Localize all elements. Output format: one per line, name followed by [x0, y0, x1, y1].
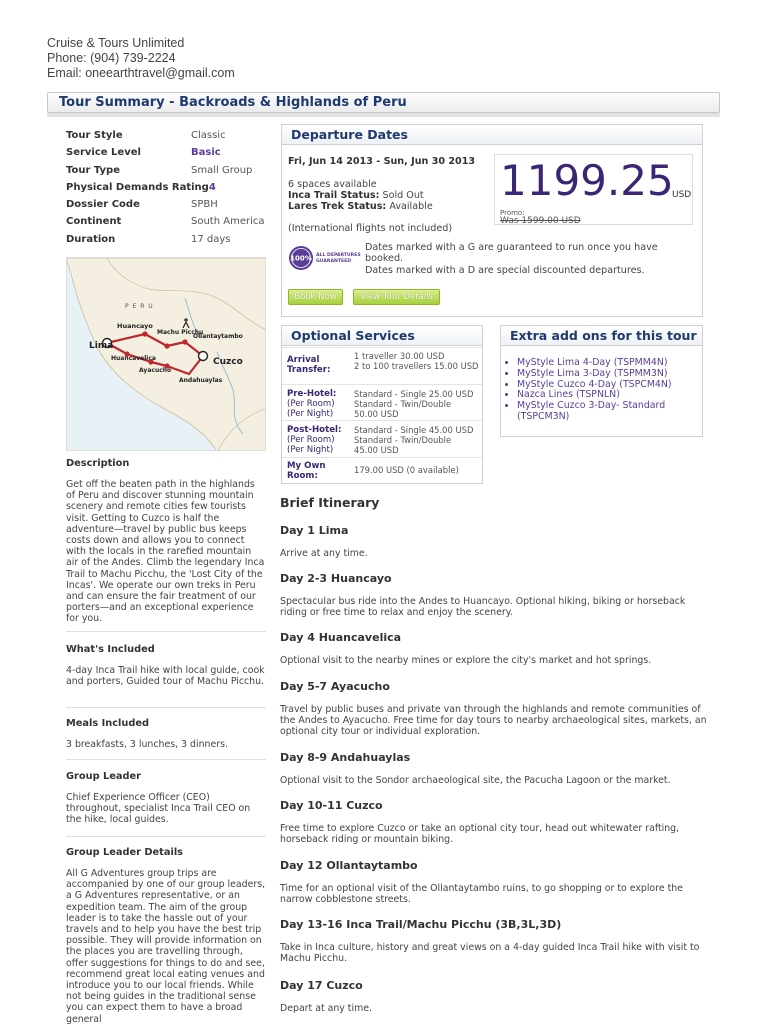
d-note: Dates marked with a D are special discounted departures.: [365, 264, 645, 276]
route-map: [66, 257, 266, 451]
day-title: Day 10-11 Cuzco: [280, 799, 383, 812]
map-label-ayacucho: Ayacucho: [139, 367, 172, 374]
day-title: Day 17 Cuzco: [280, 979, 363, 992]
section-divider: [66, 631, 266, 632]
badge-text-line1: ALL DEPARTURES: [316, 253, 361, 258]
fact-label: Tour Type: [66, 164, 120, 176]
day-text: Spectacular bus ride into the Andes to Huancayo. Optional hiking, biking or horseback riding or free time to relax and enjoy the scenery.: [280, 596, 686, 619]
add-on-item[interactable]: • MyStyle Cuzco 3-Day- Standard (TSPCM3N): [517, 401, 697, 423]
map-label-andahuaylas: Andahuaylas: [179, 377, 223, 384]
section-text: All G Adventures group trips are accompanied by one of our group leaders, a G Adventures representative, or an expedition team. The aim of the group leader is to take the hassle out of your travels and to help you have the best trip possible. They will provide information on the places you are travelling through, offer suggestions for things to do and see, recommend great local eating venues and introduce you to our local friends. While not being guides in the traditional sense you can expect them to have a broad general: [66, 868, 266, 1024]
option-pre-hotel: [282, 384, 482, 420]
itinerary-day: [280, 631, 710, 666]
option-prices: Standard - Single 25.00 USD Standard - Twin/Double 50.00 USD: [354, 389, 474, 419]
add-on-list: [517, 358, 697, 423]
option-prices: 179.00 USD (0 available): [354, 465, 459, 475]
itinerary-day: [280, 751, 710, 786]
optional-services-box: [281, 325, 483, 484]
option-name: Pre-Hotel: (Per Room) (Per Night): [287, 389, 337, 419]
day-title: Day 12 Ollantaytambo: [280, 859, 418, 872]
option-name: Post-Hotel: (Per Room) (Per Night): [287, 425, 342, 455]
badge-text-line2: GUARANTEED: [316, 259, 352, 264]
map-point-ollantaytambo: [182, 339, 187, 344]
section-text: 3 breakfasts, 3 lunches, 3 dinners.: [66, 739, 228, 750]
price-currency: USD: [672, 190, 692, 200]
fact-physical-demands: [66, 182, 266, 199]
fact-duration: [66, 234, 266, 251]
fact-value: Small Group: [191, 164, 253, 176]
section-group-leader-details: [66, 847, 266, 1024]
g-note: Dates marked with a G are guaranteed to run once you have booked.: [365, 242, 658, 265]
section-title: Group Leader: [66, 771, 141, 782]
section-title: Description: [66, 458, 130, 469]
map-end-star-cuzco: [199, 352, 208, 361]
day-title: Day 1 Lima: [280, 524, 349, 537]
section-divider: [66, 759, 266, 760]
tour-price: 1199.25: [500, 156, 674, 205]
day-text: Optional visit to the nearby mines or explore the city's market and hot springs.: [280, 655, 652, 666]
view-tour-details-button[interactable]: View Tour Details: [353, 289, 440, 305]
add-on-item[interactable]: • MyStyle Cuzco 4-Day (TSPCM4N): [517, 380, 697, 391]
option-name: Arrival Transfer:: [287, 355, 331, 375]
agency-email: Email: oneearthtravel@gmail.com: [47, 66, 235, 80]
extra-add-ons-header: [501, 326, 702, 346]
spaces-available: 6 spaces available: [288, 179, 377, 190]
map-label-cuzco: Cuzco: [213, 357, 243, 367]
option-arrival-transfer: [282, 347, 482, 384]
departure-dates-title: Departure Dates: [291, 127, 408, 142]
fact-tour-style: [66, 130, 266, 147]
section-title: What's Included: [66, 644, 155, 655]
section-meals-included: [66, 718, 266, 750]
international-flights-note: (International flights not included): [288, 223, 453, 234]
page-title: Tour Summary - Backroads & Highlands of Peru: [59, 95, 407, 110]
option-prices: Standard - Single 45.00 USD Standard - Twin/Double 45.00 USD: [354, 425, 474, 455]
badge-percent: 100%: [290, 254, 312, 263]
day-text: Arrive at any time.: [280, 548, 368, 559]
fact-value: Basic: [191, 147, 221, 159]
fact-service-level: [66, 147, 266, 164]
itinerary-day: [280, 524, 710, 559]
day-text: Depart at any time.: [280, 1003, 372, 1014]
itinerary-day: [280, 859, 710, 905]
route-map-graphic: [67, 258, 266, 451]
book-now-button[interactable]: Book Now: [288, 289, 343, 305]
itinerary-day: [280, 572, 710, 618]
itinerary-day: [280, 918, 710, 964]
day-title: Day 8-9 Andahuaylas: [280, 751, 411, 764]
fact-continent: [66, 216, 266, 233]
departure-dates-header: [282, 125, 702, 145]
agency-header: [47, 36, 235, 81]
map-country-label: P E R U: [125, 303, 154, 310]
fact-value: SPBH: [191, 199, 218, 211]
optional-services-header: [282, 326, 482, 346]
guaranteed-departures-badge-icon: [288, 243, 362, 273]
section-text: 4-day Inca Trail hike with local guide, cook and porters, Guided tour of Machu Picchu.: [66, 665, 265, 688]
day-title: Day 13-16 Inca Trail/Machu Picchu (3B,3L,3D): [280, 918, 562, 931]
optional-services-title: Optional Services: [291, 328, 415, 343]
map-label-machu-picchu: Machu Picchu: [157, 329, 204, 336]
day-text: Free time to explore Cuzco or take an optional city tour, head out whitewater rafting, horseback riding or mountain biking.: [280, 823, 680, 846]
day-title: Day 4 Huancavelica: [280, 631, 402, 644]
day-text: Optional visit to the Sondor archaeological site, the Pacucha Lagoon or the market.: [280, 775, 671, 786]
fact-value: Classic: [191, 130, 226, 141]
tour-summary-header: [47, 92, 720, 113]
fact-value: 17 days: [191, 233, 231, 245]
itinerary-day: [280, 680, 710, 738]
option-post-hotel: [282, 420, 482, 457]
option-prices: 1 traveller 30.00 USD 2 to 100 travellers 15.00 USD: [354, 351, 479, 371]
add-on-item[interactable]: • MyStyle Lima 3-Day (TSPMM3N): [517, 369, 697, 380]
lares-trek-status: Lares Trek Status: Available: [288, 201, 433, 212]
agency-phone: Phone: (904) 739-2224: [47, 51, 176, 65]
map-label-ollantaytambo: Ollantaytambo: [193, 333, 243, 340]
itinerary-day: [280, 979, 710, 1014]
fact-dossier-code: [66, 199, 266, 216]
map-label-lima: Lima: [89, 341, 114, 351]
fact-label: Duration: [66, 233, 116, 245]
section-divider: [66, 707, 266, 708]
day-text: Time for an optional visit of the Ollantaytambo ruins, to go shopping or to explore the narrow cobblestone streets.: [280, 883, 683, 906]
day-title: Day 5-7 Ayacucho: [280, 680, 390, 693]
fact-label: Service Level: [66, 147, 141, 159]
day-title: Day 2-3 Huancayo: [280, 572, 392, 585]
fact-label: Continent: [66, 216, 122, 228]
fact-label: Physical Demands Rating4: [66, 181, 216, 193]
itinerary-day: [280, 799, 710, 845]
promo-label: Promo:: [500, 209, 525, 217]
extra-add-ons-box: [500, 325, 703, 437]
map-label-huancavelica: Huancavelica: [111, 355, 156, 362]
map-point-machu-picchu: [164, 343, 169, 348]
map-point-huancayo: [142, 331, 147, 336]
section-divider: [66, 836, 266, 837]
section-whats-included: [66, 644, 266, 687]
fact-tour-type: [66, 165, 266, 182]
inca-trail-status: Inca Trail Status: Sold Out: [288, 190, 424, 201]
departure-date-range: Fri, Jun 14 2013 - Sun, Jun 30 2013: [288, 156, 476, 167]
departure-dates-box: [281, 124, 703, 317]
agency-name: Cruise & Tours Unlimited: [47, 36, 185, 50]
fact-value: South America: [191, 216, 265, 228]
section-text: Chief Experience Officer (CEO) throughout, specialist Inca Trail CEO on the hike, local guides.: [66, 792, 251, 826]
tour-facts: [66, 130, 266, 251]
itinerary-title: Brief Itinerary: [280, 495, 380, 510]
fact-label: Dossier Code: [66, 199, 140, 211]
day-text: Take in Inca culture, history and great views on a 4-day guided Inca Trail hike with visit to Machu Picchu.: [280, 942, 700, 965]
original-price: Was 1599.00 USD: [500, 216, 581, 226]
physical-rating-value: 4: [208, 181, 216, 193]
option-my-own-room: [282, 457, 482, 483]
extra-add-ons-title: Extra add ons for this tour: [510, 328, 697, 343]
guarantee-notes: [365, 242, 695, 276]
day-text: Travel by public buses and private van through the highlands and remote communities of the Andes to Ayacucho. Free time for day tours to nearby archaeological sites, markets, an optional city tour or individual exploration.: [280, 704, 707, 738]
section-title: Meals Included: [66, 718, 150, 729]
option-name: My Own Room:: [287, 461, 326, 481]
section-text: Get off the beaten path in the highlands of Peru and discover stunning mountain scenery and remote cities few tourists visit. Getting to Cuzco is half the adventure—travel by public bus keeps costs down and allows you to connect with the locals in the rarefied mountain air of the Andes. Climb the legendary Inca Trail to Machu Picchu, the 'Lost City of the Incas'. We operate our own treks in Peru and can ensure the fair treatment of our porters—and an exceptional experience for you.: [66, 479, 265, 625]
departure-status: [288, 179, 433, 212]
section-title: Group Leader Details: [66, 847, 184, 858]
fact-label: Tour Style: [66, 130, 123, 141]
header-divider: [47, 113, 720, 117]
map-label-huancayo: Huancayo: [117, 322, 153, 330]
section-group-leader: [66, 771, 266, 826]
price-box: [494, 154, 693, 225]
add-on-item[interactable]: • Nazca Lines (TSPNLN): [517, 390, 697, 401]
add-on-item[interactable]: • MyStyle Lima 4-Day (TSPMM4N): [517, 358, 697, 369]
section-description: [66, 458, 266, 625]
